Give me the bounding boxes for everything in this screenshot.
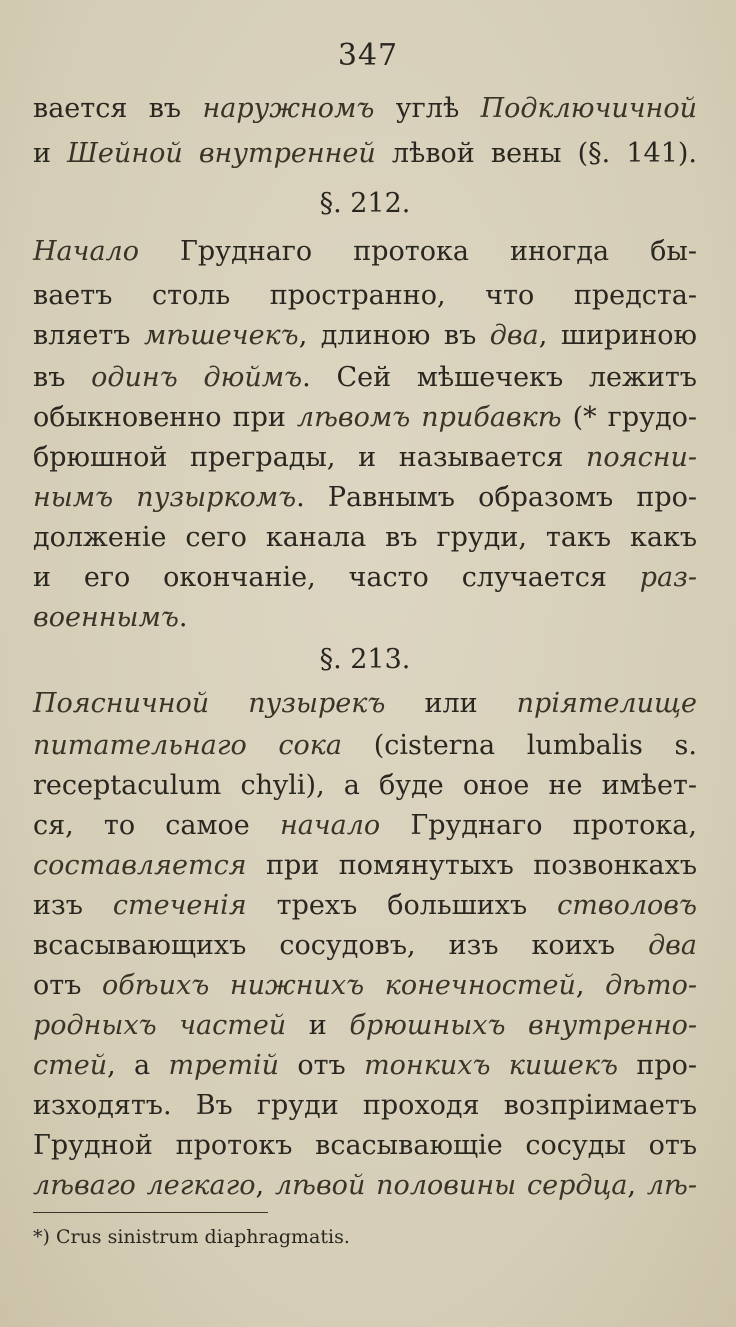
italic-term: стей bbox=[33, 1050, 108, 1081]
text-segment: receptaculum chyli), а буде оное не имѣет- bbox=[33, 770, 697, 801]
page-number: 347 bbox=[337, 38, 399, 73]
text-line bbox=[33, 972, 697, 999]
italic-term: лѣ- bbox=[646, 1170, 697, 1201]
text-line bbox=[33, 812, 697, 839]
italic-term: два bbox=[648, 930, 697, 961]
italic-term: обѣихъ нижнихъ конечностей bbox=[102, 970, 576, 1001]
italic-term: одинъ дюймъ bbox=[91, 362, 303, 393]
italic-term: Шейной внутренней bbox=[67, 138, 376, 169]
italic-term: питательнаго сока bbox=[33, 730, 343, 761]
italic-term: Начало bbox=[33, 236, 139, 267]
text-line bbox=[33, 364, 697, 391]
text-line bbox=[33, 404, 697, 431]
text-segment: вляетъ bbox=[33, 320, 145, 351]
text-segment: брюшной преграды, и называется bbox=[33, 442, 587, 473]
text-line bbox=[33, 932, 697, 959]
italic-term: раз- bbox=[639, 562, 697, 593]
text-line bbox=[33, 95, 697, 122]
section-heading bbox=[33, 190, 697, 217]
text-line bbox=[33, 1172, 697, 1199]
text-segment: ваетъ столь пространно, что предста- bbox=[33, 280, 697, 311]
text-line bbox=[33, 444, 697, 471]
text-line bbox=[33, 282, 697, 309]
italic-term: стеченія bbox=[112, 890, 247, 921]
text-segment: . Сей мѣшечекъ лежитъ bbox=[302, 362, 697, 393]
italic-term: тонкихъ кишекъ bbox=[364, 1050, 618, 1081]
text-segment: вается въ bbox=[33, 93, 203, 124]
footnote-rule bbox=[33, 1212, 268, 1213]
text-line bbox=[33, 604, 697, 631]
text-segment: Груднаго протока, bbox=[380, 810, 697, 841]
italic-term: Подключичной bbox=[480, 93, 697, 124]
text-segment: долженіе сего канала въ груди, такъ какъ bbox=[33, 522, 697, 553]
text-segment: , bbox=[575, 970, 606, 1001]
text-segment: и его окончаніе, часто случается bbox=[33, 562, 640, 593]
text-segment: . Равнымъ образомъ про- bbox=[296, 482, 697, 513]
text-segment: ся, то самое bbox=[33, 810, 280, 841]
text-segment: . bbox=[178, 602, 188, 633]
text-segment: углѣ bbox=[374, 93, 481, 124]
italic-term: начало bbox=[279, 810, 381, 841]
italic-term: военнымъ bbox=[33, 602, 179, 633]
text-segment: трехъ большихъ bbox=[246, 890, 558, 921]
text-segment: §. 213. bbox=[319, 644, 411, 675]
italic-term: пріятелище bbox=[516, 688, 698, 719]
italic-term: дѣто- bbox=[605, 970, 698, 1001]
text-segment: (cisterna lumbalis s. bbox=[342, 730, 697, 761]
text-line bbox=[33, 852, 697, 879]
text-segment: отъ bbox=[33, 970, 103, 1001]
text-line bbox=[33, 484, 697, 511]
text-segment: Грудной протокъ всасывающіе сосуды отъ bbox=[33, 1130, 697, 1161]
text-line bbox=[33, 1012, 697, 1039]
text-line bbox=[33, 1132, 697, 1159]
italic-term: лѣвой половины сердца bbox=[274, 1170, 628, 1201]
text-segment: §. 212. bbox=[319, 188, 411, 219]
text-segment: , длиною въ bbox=[298, 320, 490, 351]
italic-term: Поясничной пузырекъ bbox=[33, 688, 386, 719]
text-segment: при помянутыхъ позвонкахъ bbox=[246, 850, 697, 881]
italic-term: лѣваго легкаго bbox=[33, 1170, 256, 1201]
italic-term: поясни- bbox=[586, 442, 697, 473]
text-segment: и bbox=[286, 1010, 350, 1041]
text-line bbox=[33, 524, 697, 551]
text-segment: , а bbox=[107, 1050, 169, 1081]
footnote: *) Crus sinistrum diaphragmatis. bbox=[33, 1226, 350, 1248]
text-segment: лѣвой вены (§. 141). bbox=[375, 138, 698, 169]
text-line bbox=[33, 140, 697, 167]
text-segment: въ bbox=[33, 362, 92, 393]
text-line bbox=[33, 772, 697, 799]
text-segment: (* грудо- bbox=[561, 402, 697, 433]
italic-term: нымъ пузыркомъ bbox=[33, 482, 297, 513]
italic-term: мѣшечекъ bbox=[144, 320, 299, 351]
text-segment: про- bbox=[617, 1050, 697, 1081]
text-line bbox=[33, 732, 697, 759]
text-segment: , bbox=[627, 1170, 647, 1201]
text-line bbox=[33, 322, 697, 349]
text-segment: обыкновенно при bbox=[33, 402, 297, 433]
text-segment: изъ bbox=[33, 890, 113, 921]
text-segment: изходятъ. Въ груди проходя возпріимаетъ bbox=[33, 1090, 697, 1121]
text-segment: отъ bbox=[278, 1050, 365, 1081]
text-segment: , шириною bbox=[538, 320, 697, 351]
section-heading bbox=[33, 646, 697, 673]
text-segment: , bbox=[255, 1170, 275, 1201]
text-segment: и bbox=[33, 138, 68, 169]
italic-term: наружномъ bbox=[202, 93, 375, 124]
text-line bbox=[33, 564, 697, 591]
text-line bbox=[33, 238, 697, 265]
text-line bbox=[33, 1052, 697, 1079]
text-segment: Груднаго протока иногда бы- bbox=[138, 236, 697, 267]
italic-term: родныхъ частей bbox=[33, 1010, 287, 1041]
italic-term: два bbox=[489, 320, 539, 351]
text-line bbox=[33, 892, 697, 919]
text-segment: всасывающихъ сосудовъ, изъ коихъ bbox=[33, 930, 649, 961]
text-segment: или bbox=[385, 688, 517, 719]
text-line bbox=[33, 690, 697, 717]
italic-term: брюшныхъ внутренно- bbox=[349, 1010, 697, 1041]
italic-term: лѣвомъ прибавкѣ bbox=[296, 402, 562, 433]
italic-term: составляется bbox=[33, 850, 247, 881]
text-line bbox=[33, 1092, 697, 1119]
italic-term: третій bbox=[168, 1050, 279, 1081]
italic-term: стволовъ bbox=[557, 890, 698, 921]
